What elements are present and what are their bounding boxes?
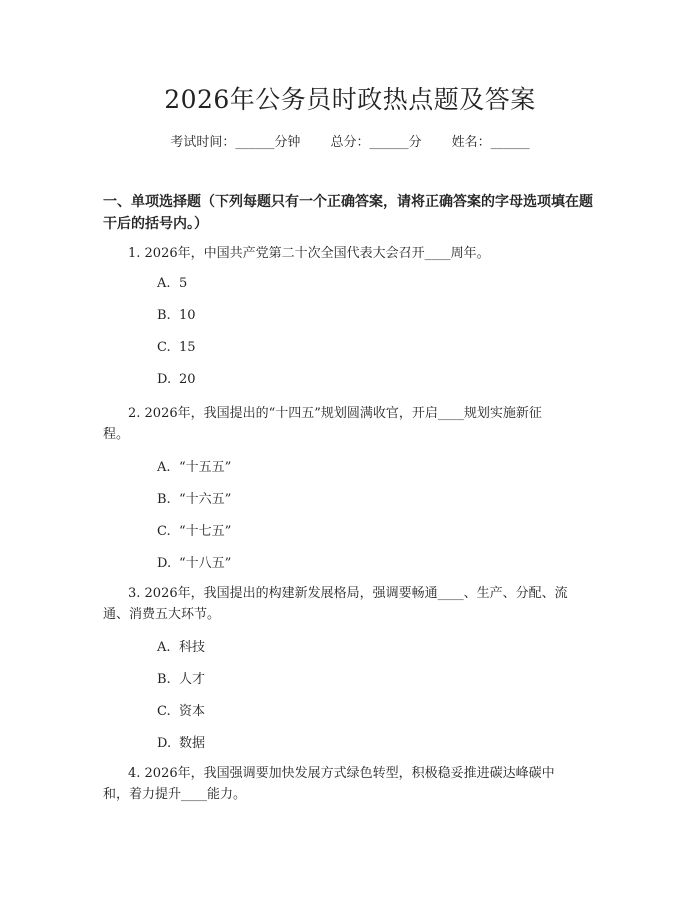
- question-4-text-continued: 和，着力提升____能力。: [103, 787, 247, 802]
- option-text: “十八五”: [179, 556, 232, 571]
- option-letter: D.: [157, 736, 172, 751]
- option-letter: D.: [157, 556, 172, 571]
- option-text: 人才: [179, 672, 206, 687]
- question-2-option-c: [157, 520, 231, 539]
- question-2-option-d: [157, 552, 231, 571]
- option-text: 10: [179, 308, 196, 323]
- question-3-option-a: [157, 636, 205, 655]
- question-1-option-a: [157, 276, 187, 291]
- option-text: 数据: [179, 736, 206, 751]
- question-3-option-b: [157, 668, 205, 687]
- question-4-text: 4. 2026年，我国强调要加快发展方式绿色转型，积极稳妥推进碳达峰碳中: [128, 766, 555, 781]
- name-field: 姓名：______: [451, 135, 530, 150]
- section-heading-line: 干后的括号内。）: [103, 216, 208, 232]
- option-text: 5: [179, 276, 188, 291]
- option-text: “十五五”: [179, 460, 232, 475]
- option-letter: C.: [157, 524, 171, 539]
- question-1-option-c: [157, 340, 196, 355]
- exam-info: [0, 131, 700, 150]
- question-2-text: 2. 2026年，我国提出的“十四五”规划圆满收官，开启____规划实施新征: [128, 406, 542, 421]
- total-score-field: 总分：______分: [330, 135, 422, 150]
- option-letter: C.: [157, 340, 171, 355]
- page-title: 2026年公务员时政热点题及答案: [164, 85, 536, 114]
- section-heading-line: 一、单项选择题（下列每题只有一个正确答案，请将正确答案的字母选项填在题: [103, 194, 593, 210]
- option-letter: A.: [157, 460, 171, 475]
- exam-time-field: 考试时间：______分钟: [170, 135, 301, 150]
- option-letter: B.: [157, 492, 171, 507]
- option-letter: C.: [157, 704, 171, 719]
- option-text: “十六五”: [179, 492, 232, 507]
- question-3-option-c: [157, 700, 205, 719]
- question-1-option-b: [157, 308, 196, 323]
- option-letter: A.: [157, 276, 171, 291]
- question-3-option-d: [157, 732, 205, 751]
- section-heading: [103, 191, 603, 235]
- question-3-text-continued: 通、消费五大环节。: [103, 607, 221, 622]
- question-3-text: 3. 2026年，我国提出的构建新发展格局，强调要畅通____、生产、分配、流: [128, 586, 568, 601]
- question-2-option-a: [157, 456, 231, 475]
- question-2-text-continued: 程。: [103, 427, 130, 442]
- question-2-option-b: [157, 488, 231, 507]
- option-text: 20: [179, 372, 196, 387]
- question-1-text: 1. 2026年，中国共产党第二十次全国代表大会召开____周年。: [128, 246, 490, 261]
- option-text: 15: [179, 340, 196, 355]
- option-letter: B.: [157, 672, 171, 687]
- option-letter: A.: [157, 640, 171, 655]
- option-text: 科技: [179, 640, 206, 655]
- option-letter: D.: [157, 372, 172, 387]
- option-letter: B.: [157, 308, 171, 323]
- option-text: 资本: [179, 704, 206, 719]
- question-1-option-d: [157, 372, 196, 387]
- option-text: “十七五”: [179, 524, 232, 539]
